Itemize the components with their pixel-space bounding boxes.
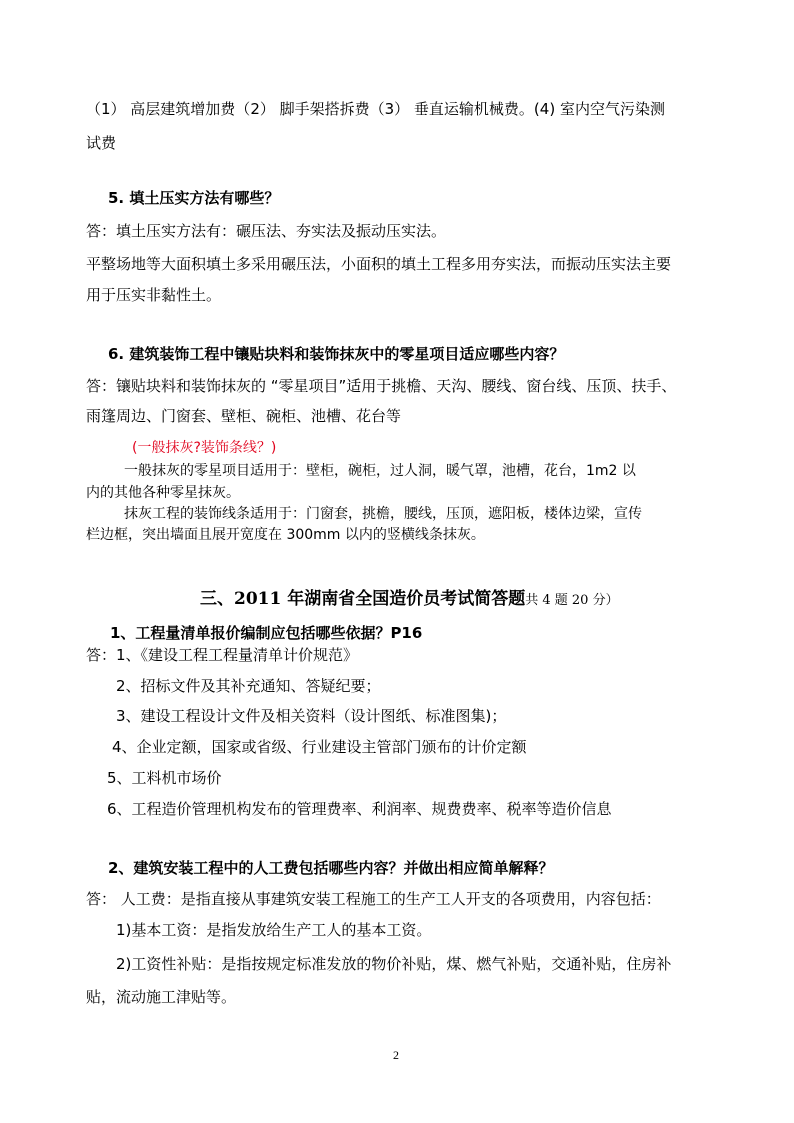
question-6-answer-2: 雨篷周边、门窗套、壁柜、碗柜、池槽、花台等 (86, 407, 402, 425)
question-6-title: 6. 建筑装饰工程中镶贴块料和装饰抹灰中的零星项目适应哪些内容？ (108, 345, 565, 363)
s3-q1-item-1: 答：1、《建设工程工程量清单计价规范》 (86, 646, 359, 664)
section-3-heading (200, 589, 619, 611)
plaster-paragraph-2-line-1: 抹灰工程的装饰线条适用于：门窗套，挑檐，腰线，压顶，遮阳板，楼体边梁，宣传 (124, 506, 642, 522)
s3-q1-item-2: 2、招标文件及其补充通知、答疑纪要； (116, 677, 381, 695)
question-5-answer-3: 用于压实非黏性土。 (86, 286, 222, 304)
s3-q1-item-4: 4、企业定额，国家或省级、行业建设主管部门颁布的计价定额 (112, 738, 527, 756)
question-5-title: 5. 填土压实方法有哪些？ (108, 189, 280, 207)
s3-q1-item-3: 3、建设工程设计文件及相关资料（设计图纸、标准图集)； (116, 707, 507, 725)
plaster-paragraph-1-line-2: 内的其他各种零星抹灰。 (86, 485, 240, 501)
s3-q2-answer-1: 答： 人工费：是指直接从事建筑安装工程施工的生产工人开支的各项费用，内容包括： (86, 890, 661, 908)
plaster-paragraph-2-line-2: 栏边框，突出墙面且展开宽度在 300mm 以内的竖横线条抹灰。 (86, 527, 485, 543)
s3-q2-answer-3: 2)工资性补贴：是指按规定标准发放的物价补贴，煤、燃气补贴，交通补贴，住房补 (116, 955, 672, 973)
s3-q1-item-6: 6、工程造价管理机构发布的管理费率、利润率、规费费率、税率等造价信息 (107, 800, 612, 818)
fee-list-line-1: （1） 高层建筑增加费（2） 脚手架搭拆费（3） 垂直运输机械费。(4) 室内空气污染测 (86, 100, 665, 118)
plaster-paragraph-1-line-1: 一般抹灰的零星项目适用于：壁柜，碗柜，过人洞，暖气罩，池槽，花台，1m2 以 (124, 463, 636, 479)
question-5-answer-1: 答：填土压实方法有：碾压法、夯实法及振动压实法。 (86, 222, 447, 240)
section-3-note: 共 4 题 20 分） (525, 593, 619, 608)
red-note: (一般抹灰?装饰条线？) (132, 440, 277, 456)
question-6-answer-1: 答：镶贴块料和装饰抹灰的 “零星项目”适用于挑檐、天沟、腰线、窗台线、压顶、扶手、 (86, 377, 677, 395)
fee-list-line-2: 试费 (86, 134, 117, 152)
s3-q2-answer-4: 贴，流动施工津贴等。 (86, 988, 237, 1006)
s3-question-1-title: 1、工程量清单报价编制应包括哪些依据？P16 (110, 624, 423, 642)
s3-q1-item-5: 5、工料机市场价 (107, 769, 222, 787)
question-5-answer-2: 平整场地等大面积填土多采用碾压法，小面积的填土工程多用夯实法，而振动压实法主要 (86, 255, 672, 273)
section-3-title: 三、2011 年湖南省全国造价员考试简答题 (200, 589, 526, 609)
page-number: 2 (393, 1048, 399, 1062)
s3-q2-answer-2: 1)基本工资：是指发放给生产工人的基本工资。 (116, 921, 432, 939)
s3-question-2-title: 2、建筑安装工程中的人工费包括哪些内容？并做出相应简单解释？ (108, 859, 554, 877)
